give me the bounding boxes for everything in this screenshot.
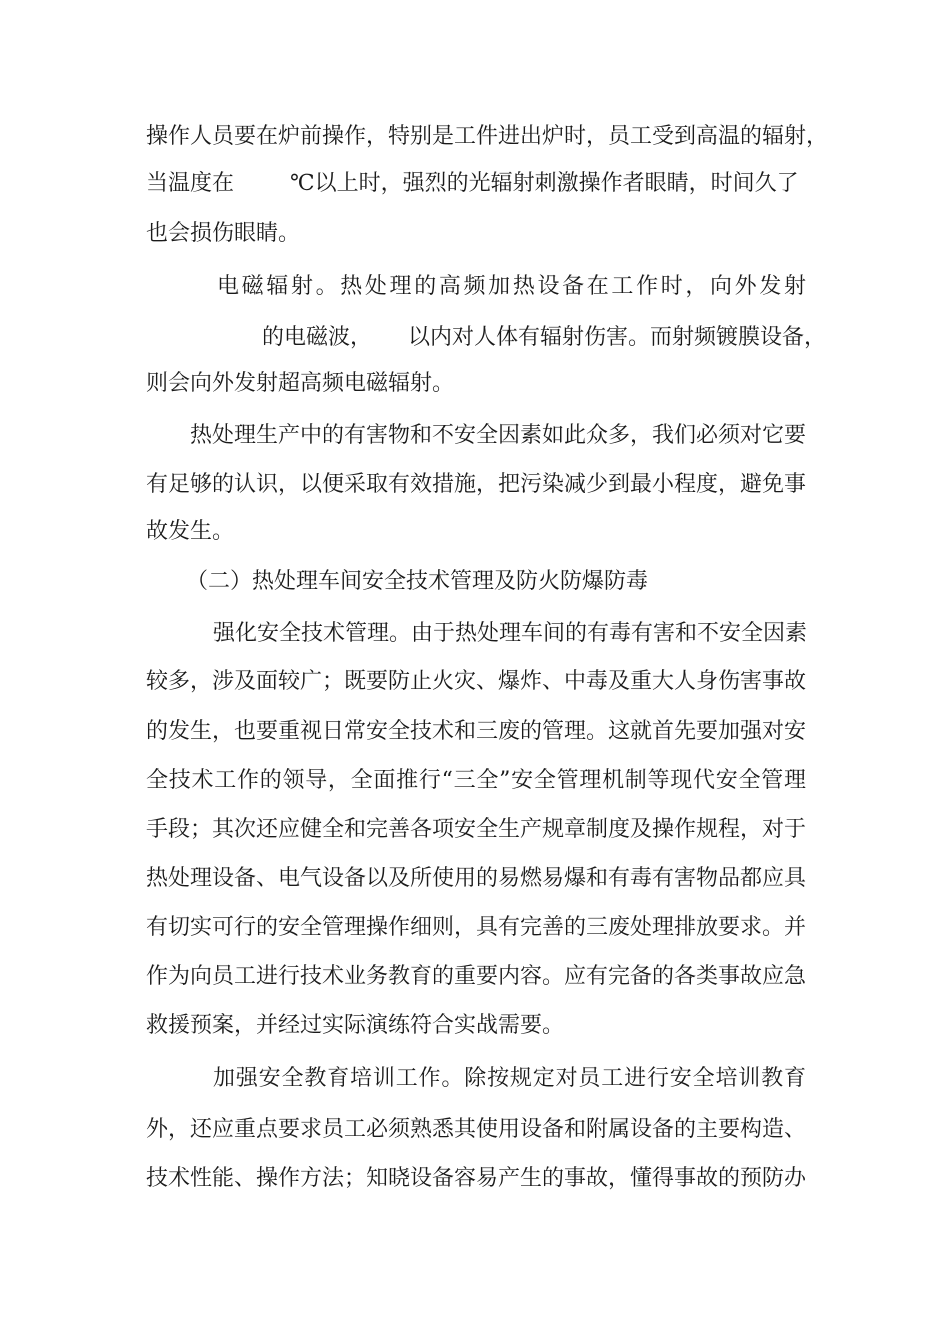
paragraph-3-line-3: 故发生。 [146,519,235,544]
paragraph-1-line-2 [146,162,806,206]
paragraph-2-line-3: 则会向外发射超高频电磁辐射。 [146,371,455,396]
paragraph-4-line-2: 较多，涉及面较广；既要防止火灾、爆炸、中毒及重大人身伤害事故 [146,669,807,694]
paragraph-5-line-2: 外，还应重点要求员工必须熟悉其使用设备和附属设备的主要构造、 [146,1117,807,1142]
paragraph-1-line-3: 也会损伤眼睛。 [146,221,301,246]
paragraph-4-line-3: 的发生，也要重视日常安全技术和三废的管理。这就首先要加强对安 [146,719,807,744]
paragraph-2-line-1: 电磁辐射。热处理的高频加热设备在工作时，向外发射 [217,274,806,299]
paragraph-2-line-2a: 的电磁波， [262,325,373,350]
paragraph-4-line-6: 热处理设备、电气设备以及所使用的易燃易爆和有毒有害物品都应具 [146,866,807,891]
paragraph-1-line-2a: 当温度在 [146,171,235,196]
paragraph-4-line-1: 强化安全技术管理。由于热处理车间的有毒有害和不安全因素 [213,621,808,646]
paragraph-3-line-2: 有足够的认识，以便采取有效措施，把污染减少到最小程度，避免事 [146,472,807,497]
paragraph-1-line-1: 操作人员要在炉前操作，特别是工件进出炉时，员工受到高温的辐射， [146,124,829,149]
paragraph-2-line-2b: 以内对人体有辐射伤害。而射频镀膜设备， [408,325,827,350]
paragraph-4-line-7: 有切实可行的安全管理操作细则，具有完善的三废处理排放要求。并 [146,915,807,940]
paragraph-2-line-2 [262,316,827,360]
paragraph-4-line-4: 全技术工作的领导，全面推行“三全”安全管理机制等现代安全管理 [146,768,806,793]
paragraph-1-line-2b: ℃以上时，强烈的光辐射刺激操作者眼睛，时间久了 [290,171,799,196]
paragraph-5-line-3: 技术性能、操作方法；知晓设备容易产生的事故，懂得事故的预防办 [146,1166,807,1191]
section-heading: （二）热处理车间安全技术管理及防火防爆防毒 [186,569,649,594]
paragraph-4-line-9: 救援预案，并经过实际演练符合实战需要。 [146,1013,565,1038]
paragraph-3-line-1: 热处理生产中的有害物和不安全因素如此众多，我们必须对它要 [190,423,807,448]
paragraph-4-line-5: 手段；其次还应健全和完善各项安全生产规章制度及操作规程，对于 [146,817,807,842]
paragraph-5-line-1: 加强安全教育培训工作。除按规定对员工进行安全培训教育 [213,1066,806,1091]
paragraph-4-line-8: 作为向员工进行技术业务教育的重要内容。应有完备的各类事故应急 [146,964,807,989]
